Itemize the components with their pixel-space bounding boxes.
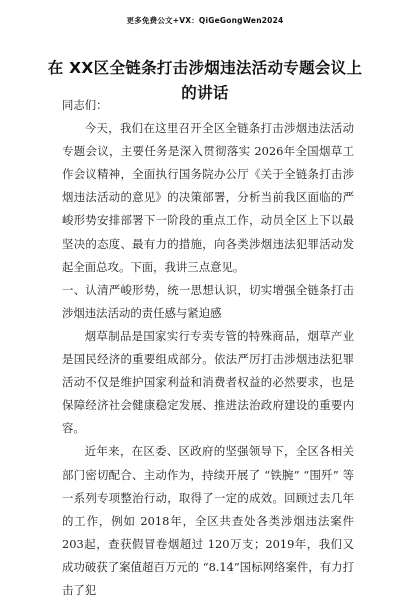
paragraph-recent-years: 近年来，在区委、区政府的坚强领导下，全区各相关部门密切配合、主动作为，持续开展了 “铁腕” “围歼” 等一系列专项整治行动，取得了一定的成效。回顾过去几年的工作，例如 2018年，全区共查处各类涉烟违法案件 203起，查获假冒卷烟超过 120万支；2019年，我们又成功破获了案值超百万元的 “8.14”国标网络案件，有力打击了犯 bbox=[62, 444, 354, 597]
greeting: 同志们： bbox=[62, 98, 108, 112]
paragraph-tobacco-importance: 烟草制品是国家实行专卖专管的特殊商品，烟草产业是国民经济的重要组成部分。依法严厉打击涉烟违法犯罪活动不仅是维护国家利益和消费者权益的必然要求，也是保障经济社会健康稳定发展、推进法治政府建设的重要内容。 bbox=[62, 328, 354, 436]
document-body bbox=[62, 94, 354, 602]
section-heading-1: 一、认清严峻形势，统一思想认识，切实增强全链条打击涉烟违法活动的责任感与紧迫感 bbox=[62, 282, 354, 320]
header-note: 更多免费公文+VX：QiGeGongWen2024 bbox=[126, 16, 284, 25]
document-title: 在 XX区全链条打击涉烟违法活动专题会议上的讲话 bbox=[47, 59, 363, 102]
paragraph-intro: 今天，我们在这里召开全区全链条打击涉烟违法活动专题会议，主要任务是深入贯彻落实 2026年全国烟草工作会议精神，全面执行国务院办公厅《关于全链条打击涉烟违法活动的意见》的决策部署，分析当前我区面临的严峻形势安排部署下一阶段的重点工作，动员全区上下以最坚决的态度、最有力的措施，向各类涉烟违法犯罪活动发起全面总攻。下面，我讲三点意见。 bbox=[62, 121, 354, 274]
